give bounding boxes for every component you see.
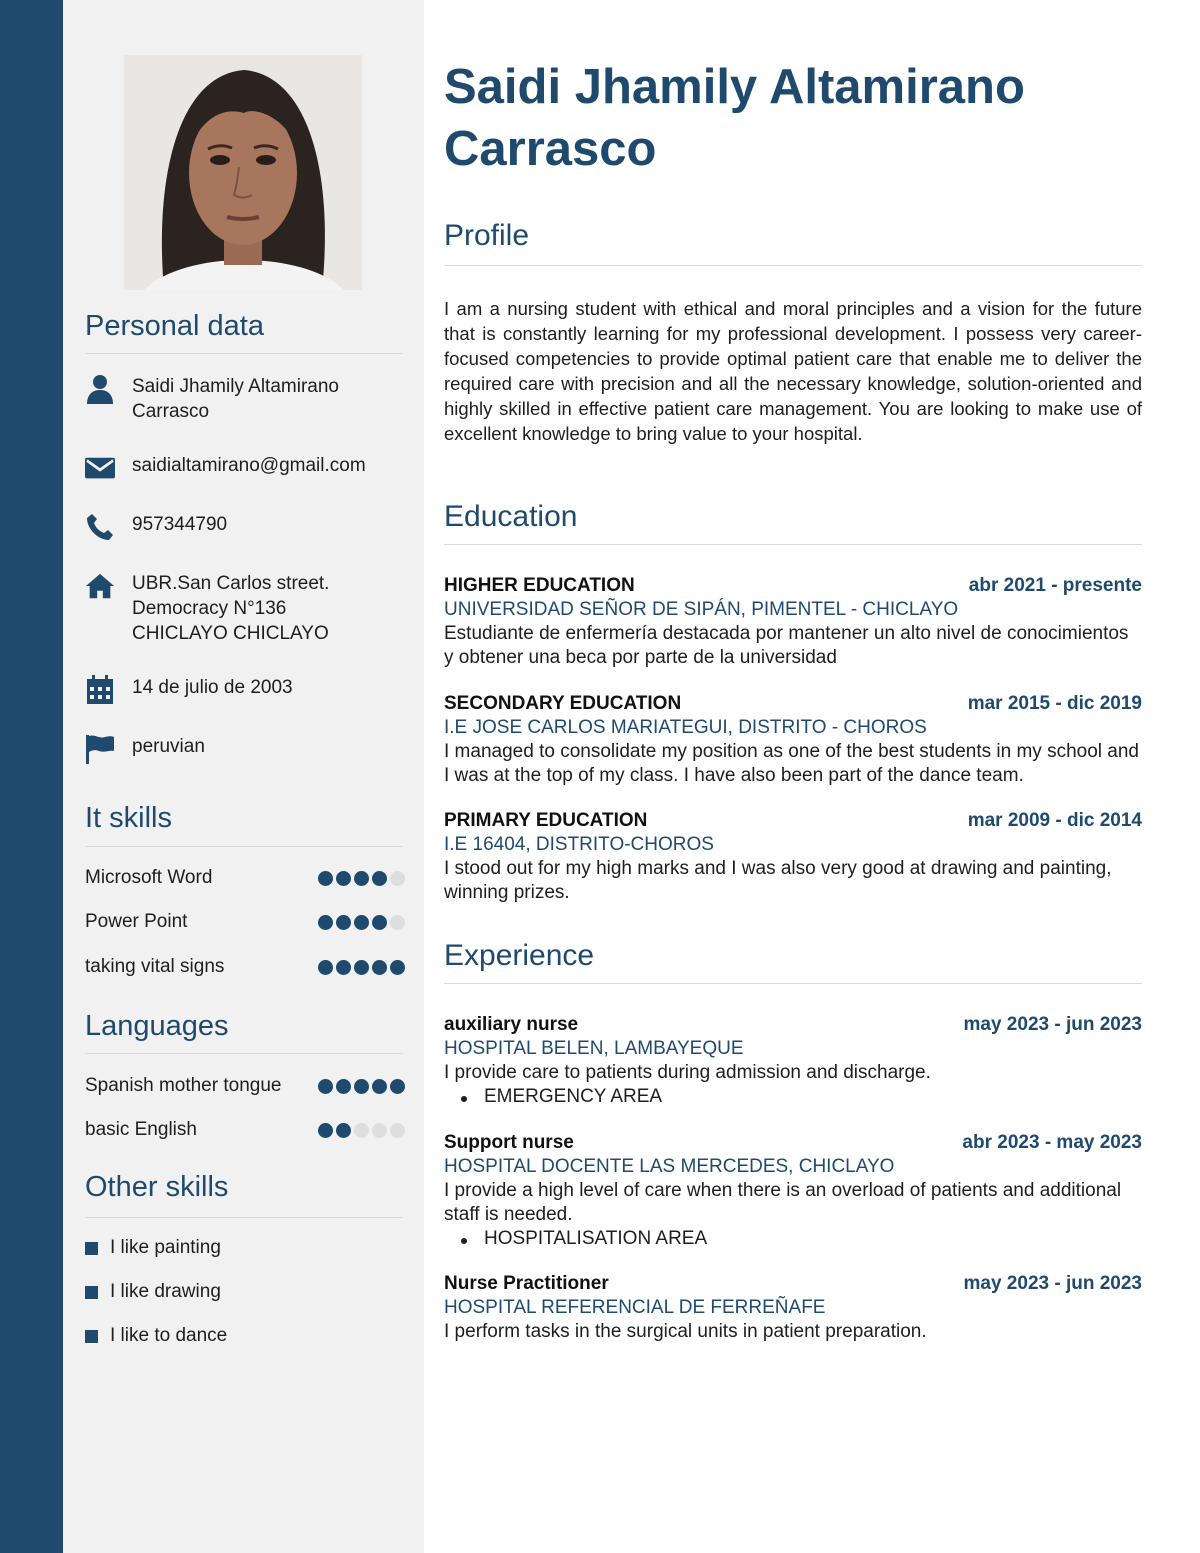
rating-dot-filled <box>318 1079 333 1094</box>
personal-name-text: Saidi Jhamily Altamirano Carrasco <box>132 376 339 422</box>
divider <box>85 1053 403 1054</box>
rating-dot-filled <box>354 871 369 886</box>
language-rating <box>318 1123 405 1138</box>
rating-dot-filled <box>318 960 333 975</box>
flag-icon <box>85 734 115 764</box>
rating-dot-empty <box>390 915 405 930</box>
entry-title: HIGHER EDUCATION <box>444 575 635 596</box>
education-heading: Education <box>444 500 578 533</box>
skill-row <box>85 865 405 891</box>
divider <box>85 846 403 847</box>
rating-dot-filled <box>372 871 387 886</box>
other-skills-heading: Other skills <box>85 1171 229 1203</box>
skill-rating <box>318 960 405 975</box>
experience-entry <box>444 1131 1142 1251</box>
rating-dot-filled <box>318 871 333 886</box>
entry-bullet: HOSPITALISATION AREA <box>444 1227 1142 1251</box>
nationality-text: peruvian <box>132 736 205 757</box>
skill-row <box>85 909 405 935</box>
entry-title: Support nurse <box>444 1132 574 1153</box>
address-text: UBR.San Carlos street. Democracy N°136 CHICLAYO CHICLAYO <box>132 573 330 644</box>
experience-entry <box>444 1013 1142 1109</box>
rating-dot-filled <box>372 1079 387 1094</box>
rating-dot-empty <box>354 1123 369 1138</box>
rating-dot-filled <box>390 960 405 975</box>
entry-description: I provide a high level of care when there is an overload of patients and additional staff is needed. <box>444 1180 1122 1225</box>
entry-organization: HOSPITAL BELEN, LAMBAYEQUE <box>444 1038 744 1059</box>
birthdate-text: 14 de julio de 2003 <box>132 677 293 698</box>
candidate-name: Saidi Jhamily Altamirano Carrasco <box>444 60 1025 176</box>
education-entry <box>444 574 1142 670</box>
entry-organization: UNIVERSIDAD SEÑOR DE SIPÁN, PIMENTEL - CHICLAYO <box>444 599 959 620</box>
language-name: basic English <box>85 1119 197 1140</box>
profile-heading: Profile <box>444 219 530 252</box>
skill-rating <box>318 915 405 930</box>
main-content <box>444 0 1142 1553</box>
rating-dot-filled <box>354 915 369 930</box>
entry-date: may 2023 - jun 2023 <box>963 1273 1142 1294</box>
entry-title: auxiliary nurse <box>444 1014 579 1035</box>
experience-heading: Experience <box>444 939 595 972</box>
entry-bullet: EMERGENCY AREA <box>444 1085 1142 1109</box>
rating-dot-filled <box>318 915 333 930</box>
email-text[interactable]: saidialtamirano@gmail.com <box>132 455 366 476</box>
rating-dot-empty <box>390 871 405 886</box>
home-icon <box>85 571 115 601</box>
education-entry <box>444 692 1142 788</box>
personal-data-heading: Personal data <box>85 310 264 342</box>
entry-organization: HOSPITAL REFERENCIAL DE FERREÑAFE <box>444 1297 826 1318</box>
rating-dot-empty <box>390 1123 405 1138</box>
rating-dot-filled <box>336 915 351 930</box>
divider <box>85 1217 403 1218</box>
profile-text: I am a nursing student with ethical and moral principles and a vision for the future that is constantly learning for my professional development. I possess very career-focused competencies to provide optimal patient care that enable me to deliver the required care with precision and all the necessary knowledge, solution-oriented and highly skilled in effective patient care management. You are looking to make use of excellent knowledge to bring value to your hospital. <box>444 298 1142 444</box>
rating-dot-filled <box>336 1123 351 1138</box>
entry-organization: I.E 16404, DISTRITO-CHOROS <box>444 834 714 855</box>
education-entry <box>444 809 1142 905</box>
skill-rating <box>318 871 405 886</box>
divider <box>85 353 403 354</box>
phone-icon <box>85 512 115 542</box>
entry-description: I stood out for my high marks and I was also very good at drawing and painting, winning prizes. <box>444 858 1112 903</box>
rating-dot-filled <box>336 1079 351 1094</box>
divider <box>444 544 1142 545</box>
square-bullet-icon <box>85 1286 98 1299</box>
rating-dot-filled <box>336 960 351 975</box>
rating-dot-filled <box>372 960 387 975</box>
profile-photo <box>124 55 362 290</box>
square-bullet-icon <box>85 1242 98 1255</box>
experience-entry <box>444 1272 1142 1344</box>
rating-dot-filled <box>354 1079 369 1094</box>
rating-dot-empty <box>372 1123 387 1138</box>
entry-date: mar 2009 - dic 2014 <box>967 810 1142 831</box>
divider <box>444 265 1142 266</box>
entry-description: Estudiante de enfermería destacada por mantener un alto nivel de conocimientos y obtener una beca por parte de la universidad <box>444 623 1129 668</box>
phone-text: 957344790 <box>132 514 228 535</box>
it-skills-heading: It skills <box>85 802 172 834</box>
entry-description: I perform tasks in the surgical units in patient preparation. <box>444 1321 927 1342</box>
square-bullet-icon <box>85 1330 98 1343</box>
entry-date: may 2023 - jun 2023 <box>963 1014 1142 1035</box>
calendar-icon <box>85 675 115 705</box>
envelope-icon <box>85 453 115 483</box>
skill-name: taking vital signs <box>85 956 225 977</box>
language-row <box>85 1073 405 1099</box>
divider <box>444 983 1142 984</box>
entry-date: mar 2015 - dic 2019 <box>967 693 1142 714</box>
entry-description: I managed to consolidate my position as one of the best students in my school and I was at the top of my class. I have also been part of the dance team. <box>444 741 1139 786</box>
entry-title: PRIMARY EDUCATION <box>444 810 648 831</box>
skill-name: Power Point <box>85 911 188 932</box>
entry-date: abr 2021 - presente <box>968 575 1142 596</box>
rating-dot-filled <box>318 1123 333 1138</box>
skill-name: Microsoft Word <box>85 867 213 888</box>
accent-stripe <box>0 0 63 1553</box>
language-rating <box>318 1079 405 1094</box>
other-skill-text: I like drawing <box>110 1281 221 1302</box>
rating-dot-filled <box>354 960 369 975</box>
entry-title: Nurse Practitioner <box>444 1273 609 1294</box>
entry-title: SECONDARY EDUCATION <box>444 693 682 714</box>
user-icon <box>85 374 115 404</box>
other-skill-text: I like to dance <box>110 1325 228 1346</box>
languages-heading: Languages <box>85 1010 229 1042</box>
language-name: Spanish mother tongue <box>85 1075 282 1096</box>
entry-organization: I.E JOSE CARLOS MARIATEGUI, DISTRITO - CHOROS <box>444 717 927 738</box>
other-skill-text: I like painting <box>110 1237 221 1258</box>
rating-dot-filled <box>390 1079 405 1094</box>
entry-date: abr 2023 - may 2023 <box>962 1132 1142 1153</box>
entry-description: I provide care to patients during admission and discharge. <box>444 1062 931 1083</box>
entry-organization: HOSPITAL DOCENTE LAS MERCEDES, CHICLAYO <box>444 1156 895 1177</box>
skill-row <box>85 954 405 980</box>
language-row <box>85 1117 405 1143</box>
sidebar <box>63 0 424 1553</box>
rating-dot-filled <box>336 871 351 886</box>
rating-dot-filled <box>372 915 387 930</box>
